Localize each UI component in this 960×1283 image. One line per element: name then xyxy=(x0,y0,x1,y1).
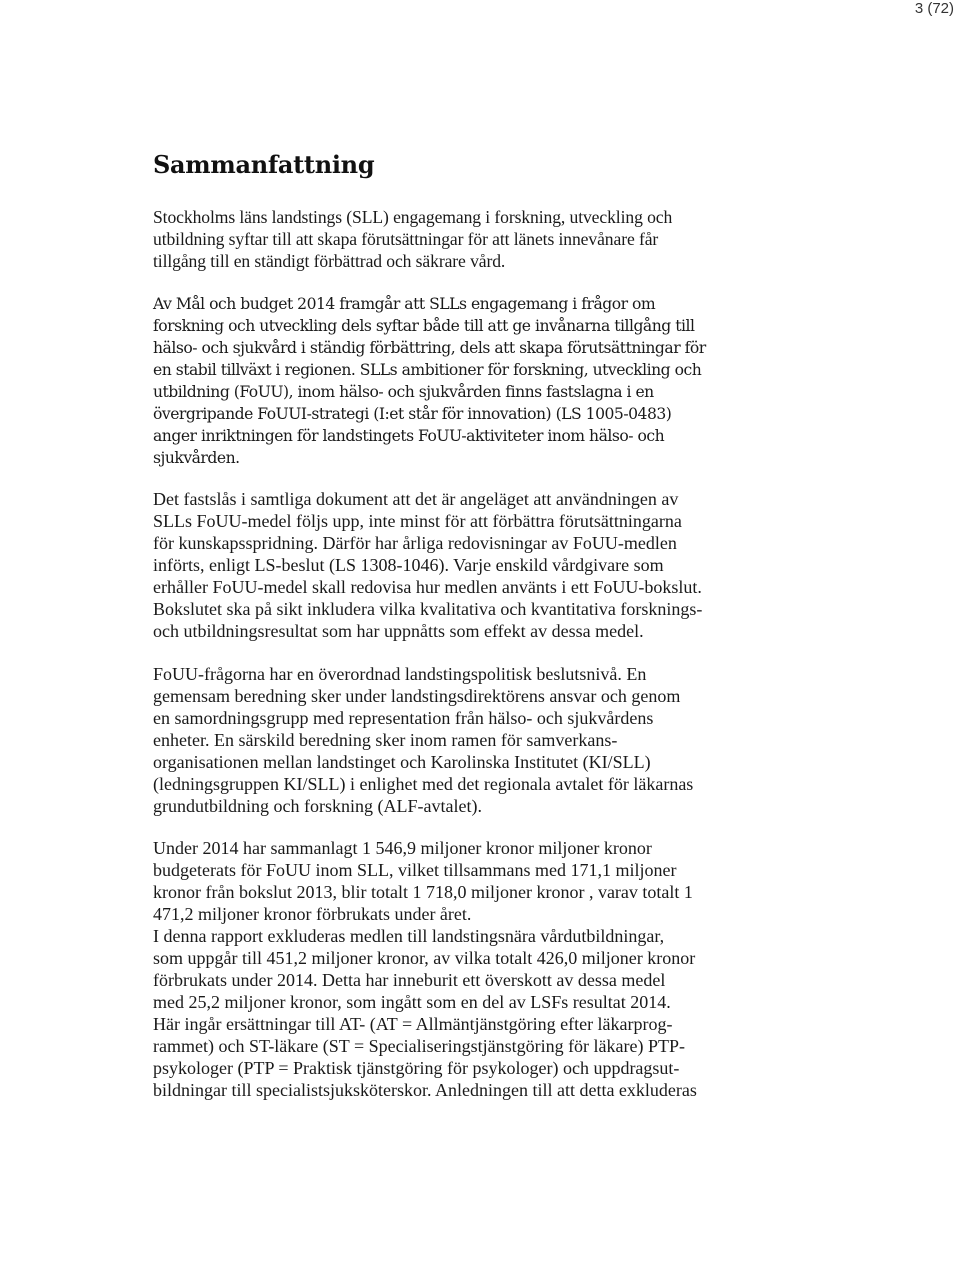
text-line: för kunskapsspridning. Därför har årliga redovisningar av FoUU-medlen xyxy=(153,533,677,553)
section-title: Sammanfattning xyxy=(153,150,375,179)
text-line: Stockholms läns landstings (SLL) engagemang i forskning, utveckling och xyxy=(153,207,673,227)
text-line: utbildning (FoUU), inom hälso- och sjukvården finns fastslagna i en xyxy=(153,383,654,401)
paragraph-budget-goals xyxy=(153,293,706,469)
text-line: budgeterats för FoUU inom SLL, vilket tillsammans med 171,1 miljoner xyxy=(153,860,677,880)
text-line: rammet) och ST-läkare (ST = Specialiseringstjänstgöring för läkare) PTP- xyxy=(153,1036,686,1056)
text-line: SLLs FoUU-medel följs upp, inte minst för att förbättra förutsättningarna xyxy=(153,511,682,531)
text-line: övergripande FoUUI-strategi (I:et står för innovation) (LS 1005-0483) xyxy=(153,405,672,423)
text-line: Det fastslås i samtliga dokument att det är angeläget att användningen av xyxy=(153,489,679,509)
text-line: 471,2 miljoner kronor förbrukats under året. xyxy=(153,904,472,924)
text-line: (ledningsgruppen KI/SLL) i enlighet med det regionala avtalet för läkarnas xyxy=(153,774,694,794)
text-line: Under 2014 har sammanlagt 1 546,9 miljoner kronor miljoner kronor xyxy=(153,838,652,858)
paragraph-governance xyxy=(153,663,693,817)
paragraph-finances xyxy=(153,837,697,1101)
page-number: 3 (72) xyxy=(914,0,954,17)
text-line: förbrukats under 2014. Detta har inneburit ett överskott av dessa medel xyxy=(153,970,666,990)
text-line: FoUU-frågorna har en överordnad landstingspolitisk beslutsnivå. En xyxy=(153,664,647,684)
text-line: Av Mål och budget 2014 framgår att SLLs engagemang i frågor om xyxy=(153,295,656,313)
text-line: psykologer (PTP = Praktisk tjänstgöring för psykologer) och uppdragsut- xyxy=(153,1058,680,1078)
text-line: forskning och utveckling dels syftar både till att ge invånarna tillgång till xyxy=(153,317,695,335)
text-line: I denna rapport exkluderas medlen till landstingsnära vårdutbildningar, xyxy=(153,926,665,946)
text-line: Bokslutet ska på sikt inkludera vilka kvalitativa och kvantitativa forsknings- xyxy=(153,599,703,619)
text-line: gemensam beredning sker under landstingsdirektörens ansvar och genom xyxy=(153,686,681,706)
text-line: Här ingår ersättningar till AT- (AT = Allmäntjänstgöring efter läkarprog- xyxy=(153,1014,673,1034)
text-line: enheter. En särskild beredning sker inom ramen för samverkans- xyxy=(153,730,618,750)
paragraph-intro xyxy=(153,206,672,272)
text-line: utbildning syftar till att skapa förutsättningar för att länets innevånare får xyxy=(153,229,659,249)
text-line: en stabil tillväxt i regionen. SLLs ambitioner för forskning, utveckling och xyxy=(153,361,702,379)
text-line: organisationen mellan landstinget och Karolinska Institutet (KI/SLL) xyxy=(153,752,651,772)
text-line: med 25,2 miljoner kronor, som ingått som en del av LSFs resultat 2014. xyxy=(153,992,671,1012)
text-line: sjukvården. xyxy=(153,449,240,467)
text-line: som uppgår till 451,2 miljoner kronor, av vilka totalt 426,0 miljoner kronor xyxy=(153,948,696,968)
text-line: bildningar till specialistsjuksköterskor. Anledningen till att detta exkluderas xyxy=(153,1080,697,1100)
text-line: införts, enligt LS-beslut (LS 1308-1046). Varje enskild vårdgivare som xyxy=(153,555,664,575)
text-line: grundutbildning och forskning (ALF-avtalet). xyxy=(153,796,482,816)
text-line: en samordningsgrupp med representation från hälso- och sjukvårdens xyxy=(153,708,654,728)
text-line: kronor från bokslut 2013, blir totalt 1 718,0 miljoner kronor , varav totalt 1 xyxy=(153,882,693,902)
text-line: och utbildningsresultat som har uppnåtts som effekt av dessa medel. xyxy=(153,621,644,641)
text-line: anger inriktningen för landstingets FoUU-aktiviteter inom hälso- och xyxy=(153,427,665,445)
text-line: hälso- och sjukvård i ständig förbättring, dels att skapa förutsättningar för xyxy=(153,339,706,357)
paragraph-follow-up xyxy=(153,488,702,642)
text-line: tillgång till en ständigt förbättrad och säkrare vård. xyxy=(153,251,506,271)
text-line: erhåller FoUU-medel skall redovisa hur medlen använts i ett FoUU-bokslut. xyxy=(153,577,702,597)
